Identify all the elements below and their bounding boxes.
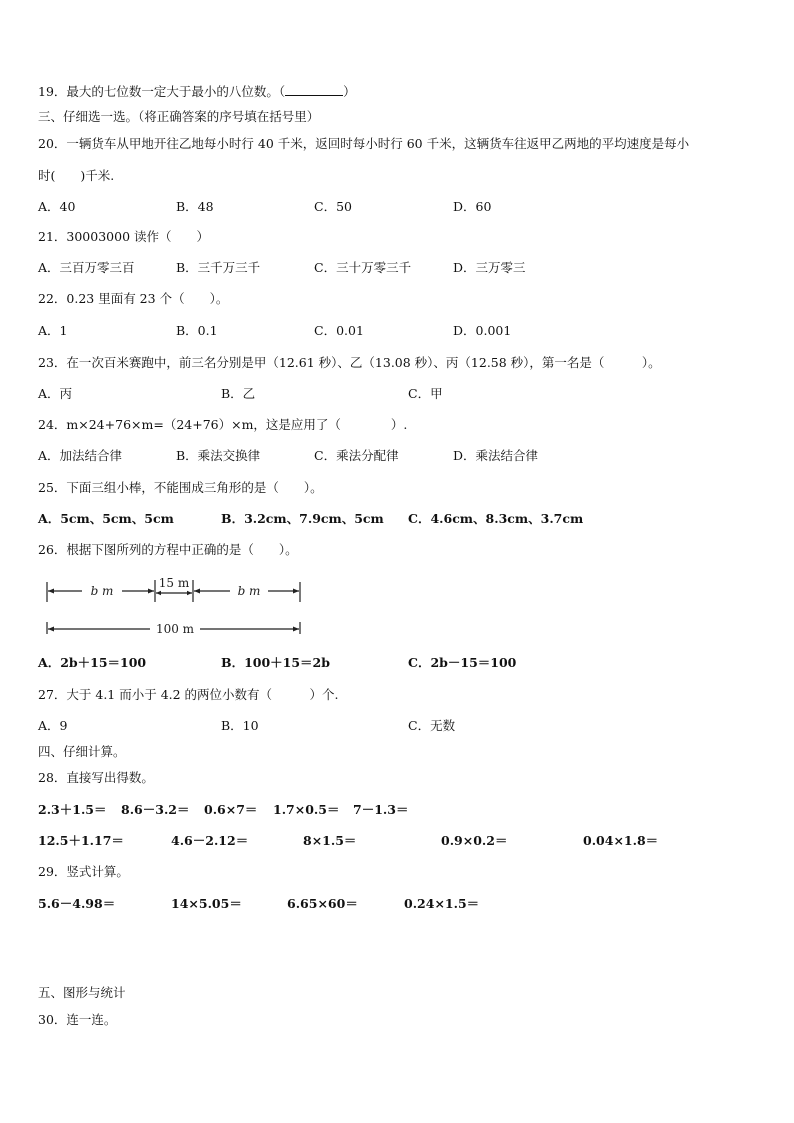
option-b[interactable]: B．乙 [221,386,256,401]
question-28-stem: 28．直接写出得数。 [38,770,154,785]
question-24-stem: 24．m×24+76×m=（24+76）×m，这是应用了（ ）. [38,417,408,432]
question-26-stem: 26．根据下图所列的方程中正确的是（ ）。 [38,542,298,557]
question-29-stem: 29．竖式计算。 [38,864,129,879]
section-5-title: 五、图形与统计 [38,985,126,1000]
option-a[interactable]: A．40 [38,199,76,214]
question-20-stem-line1: 20．一辆货车从甲地开往乙地每小时行 40 千米，返回时每小时行 60 千米，这辆货车往返甲乙两地的平均速度是每小 [38,136,690,151]
calc-item: 14×5.05＝ [171,896,242,911]
calc-item: 0.24×1.5＝ [404,896,480,911]
left-segment-label: b m [90,584,114,598]
option-d[interactable]: D．乘法结合律 [453,448,539,463]
option-c[interactable]: C．4.6cm、8.3cm、3.7cm [408,511,584,526]
section-4-title: 四、仔细计算。 [38,744,126,759]
option-a[interactable]: A．三百万零三百 [38,260,135,275]
calc-item: 8×1.5＝ [303,833,357,848]
question-19: 19．最大的七位数一定大于最小的八位数。（ ） [38,84,356,99]
calc-item: 7－1.3＝ [353,802,409,817]
option-c[interactable]: C．0.01 [314,323,364,338]
option-c[interactable]: C．无数 [408,718,456,733]
option-b[interactable]: B．100＋15＝2b [221,655,330,670]
question-30-stem: 30．连一连。 [38,1012,117,1027]
option-d[interactable]: D．三万零三 [453,260,526,275]
option-a[interactable]: A．1 [38,323,68,338]
option-c[interactable]: C．2b－15＝100 [408,655,517,670]
calc-item: 0.9×0.2＝ [441,833,508,848]
option-a[interactable]: A．5cm、5cm、5cm [38,511,174,526]
calc-item: 2.3＋1.5＝ [38,802,107,817]
calc-item: 6.65×60＝ [287,896,358,911]
option-c[interactable]: C．三十万零三千 [314,260,412,275]
calc-item: 4.6－2.12＝ [171,833,249,848]
option-b[interactable]: B．10 [221,718,259,733]
question-27-stem: 27．大于 4.1 而小于 4.2 的两位小数有（ ）个. [38,687,339,702]
option-c[interactable]: C．乘法分配律 [314,448,399,463]
option-b[interactable]: B．三千万三千 [176,260,261,275]
calc-item: 12.5＋1.17＝ [38,833,124,848]
question-19-text: 19．最大的七位数一定大于最小的八位数。（ [38,84,286,99]
option-c[interactable]: C．甲 [408,386,443,401]
section-3-title: 三、仔细选一选。（将正确答案的序号填在括号里） [38,109,320,124]
calc-item: 5.6－4.98＝ [38,896,116,911]
option-b[interactable]: B．乘法交换律 [176,448,261,463]
option-a[interactable]: A．加法结合律 [38,448,123,463]
right-segment-label: b m [237,584,261,598]
segment-diagram [40,576,310,638]
question-23-stem: 23．在一次百米赛跑中，前三名分别是甲（12.61 秒）、乙（13.08 秒）、丙（12.58 秒），第一名是（ ）。 [38,355,661,370]
calc-item: 1.7×0.5＝ [273,802,340,817]
option-d[interactable]: D．60 [453,199,492,214]
calc-item: 8.6－3.2＝ [121,802,190,817]
total-length-label: 100 m [155,622,195,636]
option-a[interactable]: A．9 [38,718,68,733]
calc-item: 0.04×1.8＝ [583,833,659,848]
option-b[interactable]: B．48 [176,199,214,214]
option-b[interactable]: B．3.2cm、7.9cm、5cm [221,511,384,526]
option-a[interactable]: A．丙 [38,386,73,401]
calc-item: 0.6×7＝ [204,802,258,817]
question-22-stem: 22．0.23 里面有 23 个（ ）。 [38,291,229,306]
question-20-stem-line2: 时( )千米. [38,168,115,183]
middle-segment-label: 15 m [158,576,190,590]
option-b[interactable]: B．0.1 [176,323,218,338]
option-c[interactable]: C．50 [314,199,352,214]
option-d[interactable]: D．0.001 [453,323,512,338]
option-a[interactable]: A．2b＋15＝100 [38,655,147,670]
answer-blank[interactable] [285,83,343,96]
question-25-stem: 25．下面三组小棒，不能围成三角形的是（ ）。 [38,480,323,495]
question-21-stem: 21．30003000 读作（ ） [38,229,210,244]
